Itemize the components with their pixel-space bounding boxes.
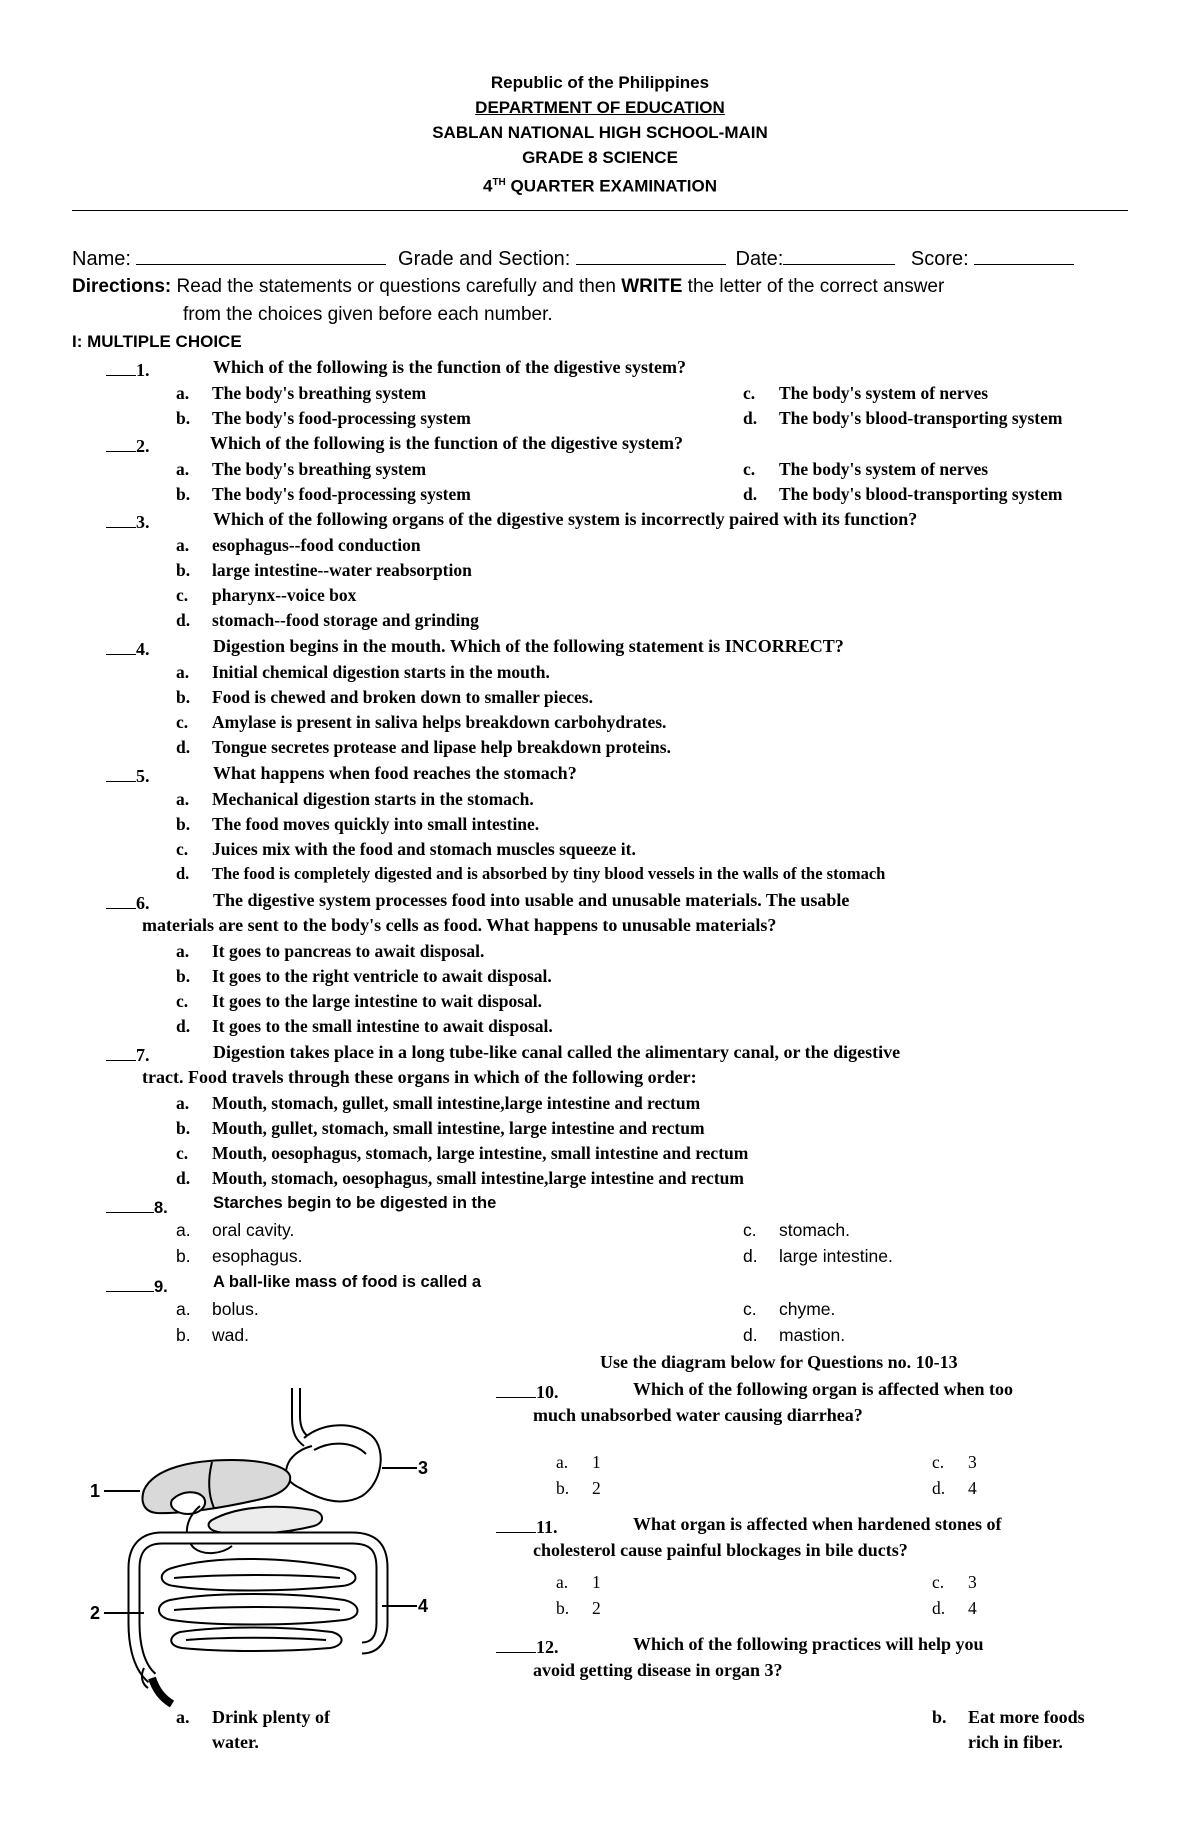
stomach-shape bbox=[286, 1425, 381, 1501]
option-a bbox=[176, 662, 550, 683]
option-text: The food moves quickly into small intestine. bbox=[212, 814, 540, 834]
option-text: 1 bbox=[592, 1572, 601, 1592]
option-c bbox=[176, 712, 666, 733]
option-letter: d. bbox=[743, 1246, 758, 1266]
option-letter: c. bbox=[743, 1299, 757, 1319]
score-label: Score: bbox=[910, 248, 969, 270]
option-letter: b. bbox=[176, 408, 191, 428]
option-letter: a. bbox=[176, 535, 190, 555]
republic-line: Republic of the Philippines bbox=[490, 73, 710, 92]
gallbladder-shape bbox=[171, 1492, 205, 1514]
question-10 bbox=[496, 1379, 1013, 1403]
option-d bbox=[743, 484, 1062, 505]
date-label: Date: bbox=[735, 248, 784, 270]
exam-title-rest: QUARTER EXAMINATION bbox=[505, 176, 718, 196]
document-header bbox=[0, 70, 1200, 199]
option-text: It goes to pancreas to await disposal. bbox=[212, 941, 485, 961]
option-text: The body's food-processing system bbox=[212, 484, 471, 504]
rectum-shape bbox=[152, 1678, 172, 1704]
score-field[interactable] bbox=[974, 246, 1074, 265]
question-number: 4. bbox=[136, 639, 150, 659]
option-text: It goes to the large intestine to wait disposal. bbox=[212, 991, 543, 1011]
option-c bbox=[743, 459, 988, 480]
name-field[interactable] bbox=[136, 246, 386, 265]
question-text: What organ is affected when hardened stones of bbox=[633, 1514, 1002, 1534]
option-letter: d. bbox=[176, 864, 190, 883]
question-1 bbox=[106, 357, 686, 381]
question-text: The digestive system processes food into usable and unusable materials. The usable bbox=[213, 890, 850, 910]
option-text: esophagus--food conduction bbox=[212, 535, 421, 555]
question-number: 7. bbox=[136, 1045, 150, 1065]
option-d bbox=[932, 1478, 977, 1499]
question-number: 9. bbox=[154, 1278, 168, 1296]
option-text: The food is completely digested and is absorbed by tiny blood vessels in the walls of the stomach bbox=[212, 864, 886, 883]
directions-line bbox=[72, 276, 944, 298]
option-text: Amylase is present in saliva helps breakdown carbohydrates. bbox=[212, 712, 667, 732]
option-text: stomach--food storage and grinding bbox=[212, 610, 479, 630]
exam-superscript: TH bbox=[492, 177, 506, 188]
option-d bbox=[743, 408, 1062, 429]
esophagus-shape bbox=[300, 1388, 310, 1438]
digestive-system-diagram bbox=[82, 1378, 422, 1708]
answer-blank[interactable] bbox=[106, 636, 136, 655]
diagram-label-1: 1 bbox=[90, 1481, 101, 1501]
option-text: The body's food-processing system bbox=[212, 408, 471, 428]
option-a bbox=[176, 1220, 294, 1241]
esophagus-shape bbox=[292, 1388, 304, 1446]
option-letter: b. bbox=[176, 1325, 191, 1345]
option-d bbox=[743, 1246, 893, 1267]
option-text: large intestine--water reabsorption bbox=[212, 560, 472, 580]
option-a bbox=[176, 941, 484, 962]
option-letter: c. bbox=[743, 1220, 757, 1240]
option-letter: a. bbox=[176, 459, 190, 479]
option-text: 2 bbox=[592, 1598, 601, 1618]
header-divider bbox=[72, 210, 1128, 211]
answer-blank[interactable] bbox=[106, 1194, 154, 1213]
option-a bbox=[176, 459, 426, 480]
question-number: 12. bbox=[536, 1637, 559, 1657]
question-text-continued: cholesterol cause painful blockages in bile ducts? bbox=[533, 1540, 908, 1560]
directions-text: Read the statements or questions carefully and then bbox=[171, 276, 622, 297]
option-b bbox=[176, 560, 472, 581]
question-number: 3. bbox=[136, 512, 150, 532]
question-7 bbox=[106, 1042, 901, 1066]
option-letter: c. bbox=[932, 1452, 945, 1472]
option-letter: c. bbox=[176, 712, 189, 732]
option-d bbox=[176, 737, 671, 758]
option-letter: a. bbox=[176, 662, 190, 682]
question-2 bbox=[106, 433, 683, 457]
department-line: DEPARTMENT OF EDUCATION bbox=[475, 98, 725, 117]
answer-blank[interactable] bbox=[106, 357, 136, 376]
question-8 bbox=[106, 1194, 497, 1218]
option-letter: d. bbox=[176, 737, 191, 757]
option-b bbox=[176, 966, 552, 987]
option-b bbox=[556, 1478, 601, 1499]
option-text: 3 bbox=[968, 1452, 977, 1472]
option-c bbox=[176, 991, 542, 1012]
diagram-label-4: 4 bbox=[418, 1596, 429, 1616]
option-text: Initial chemical digestion starts in the mouth. bbox=[212, 662, 550, 682]
option-a bbox=[176, 1707, 330, 1728]
subject-line: GRADE 8 SCIENCE bbox=[522, 148, 678, 167]
option-d bbox=[176, 1016, 553, 1037]
option-b bbox=[176, 1118, 705, 1139]
option-d bbox=[743, 1325, 845, 1346]
answer-blank[interactable] bbox=[496, 1634, 536, 1653]
option-letter: a. bbox=[176, 1707, 190, 1727]
directions-continuation: from the choices given before each number. bbox=[183, 304, 553, 325]
option-text: The body's system of nerves bbox=[779, 383, 989, 403]
option-text: pharynx--voice box bbox=[212, 585, 357, 605]
question-number: 6. bbox=[136, 893, 150, 913]
option-a bbox=[176, 535, 421, 556]
question-text: Which of the following practices will help you bbox=[633, 1634, 984, 1654]
option-text: 1 bbox=[592, 1452, 601, 1472]
option-text: mastion. bbox=[779, 1325, 846, 1345]
question-text: Which of the following organ is affected when too bbox=[633, 1379, 1013, 1399]
question-number: 11. bbox=[536, 1517, 558, 1537]
section-title: I: MULTIPLE CHOICE bbox=[72, 332, 242, 351]
option-b bbox=[556, 1598, 601, 1619]
question-text: What happens when food reaches the stomach? bbox=[213, 763, 577, 783]
liver-shape bbox=[143, 1460, 291, 1513]
option-text: It goes to the small intestine to await disposal. bbox=[212, 1016, 553, 1036]
option-text: The body's system of nerves bbox=[779, 459, 989, 479]
option-text: The body's blood-transporting system bbox=[779, 484, 1063, 504]
option-d bbox=[176, 610, 479, 631]
option-text: chyme. bbox=[779, 1299, 836, 1319]
option-c bbox=[743, 1299, 835, 1320]
option-text: esophagus. bbox=[212, 1246, 303, 1266]
option-a bbox=[176, 1093, 700, 1114]
name-label: Name: bbox=[72, 248, 131, 270]
option-letter: a. bbox=[556, 1572, 569, 1592]
option-letter: b. bbox=[556, 1478, 570, 1498]
option-letter: b. bbox=[556, 1598, 570, 1618]
option-letter: a. bbox=[176, 1220, 191, 1240]
option-letter: d. bbox=[743, 408, 758, 428]
option-text: Mouth, stomach, oesophagus, small intestine,large intestine and rectum bbox=[212, 1168, 744, 1188]
answer-blank[interactable] bbox=[106, 763, 136, 782]
answer-blank[interactable] bbox=[106, 890, 136, 909]
option-letter: b. bbox=[176, 966, 191, 986]
option-a bbox=[176, 383, 426, 404]
diagram-label-2: 2 bbox=[90, 1603, 101, 1623]
option-d bbox=[176, 864, 885, 884]
question-number: 1. bbox=[136, 360, 150, 380]
option-letter: d. bbox=[932, 1598, 946, 1618]
option-b bbox=[176, 484, 471, 505]
option-letter: b. bbox=[932, 1707, 947, 1727]
answer-blank[interactable] bbox=[106, 433, 136, 452]
option-text: oral cavity. bbox=[212, 1220, 295, 1240]
question-12 bbox=[496, 1634, 984, 1658]
school-line: SABLAN NATIONAL HIGH SCHOOL-MAIN bbox=[432, 123, 768, 142]
diagram-instruction: Use the diagram below for Questions no. 10-13 bbox=[600, 1352, 958, 1372]
question-number: 8. bbox=[154, 1199, 168, 1217]
option-b bbox=[176, 1246, 303, 1267]
option-a bbox=[176, 1299, 259, 1320]
question-9 bbox=[106, 1273, 482, 1297]
question-text-continued: materials are sent to the body's cells as food. What happens to unusable materials? bbox=[142, 915, 777, 935]
option-letter: c. bbox=[176, 585, 189, 605]
exam-number: 4 bbox=[482, 176, 493, 196]
grade-section-label: Grade and Section: bbox=[398, 248, 571, 270]
answer-blank[interactable] bbox=[496, 1514, 536, 1533]
option-letter: a. bbox=[176, 383, 190, 403]
option-c bbox=[932, 1572, 977, 1593]
option-text: 4 bbox=[968, 1478, 977, 1498]
option-text: Mechanical digestion starts in the stomach. bbox=[212, 789, 534, 809]
option-text: The body's breathing system bbox=[212, 459, 427, 479]
option-text: Eat more foods bbox=[968, 1707, 1085, 1727]
option-letter: b. bbox=[176, 560, 191, 580]
option-text: Juices mix with the food and stomach muscles squeeze it. bbox=[212, 839, 636, 859]
directions-label: Directions: bbox=[72, 276, 172, 297]
option-letter: c. bbox=[743, 459, 756, 479]
option-letter: d. bbox=[743, 1325, 758, 1345]
option-text: Food is chewed and broken down to smaller pieces. bbox=[212, 687, 593, 707]
option-letter: a. bbox=[556, 1452, 569, 1472]
question-text-continued: much unabsorbed water causing diarrhea? bbox=[533, 1405, 863, 1425]
answer-blank[interactable] bbox=[106, 1042, 136, 1061]
option-letter: a. bbox=[176, 1093, 190, 1113]
option-a bbox=[556, 1452, 601, 1473]
option-c bbox=[176, 1143, 748, 1164]
small-intestine-coils bbox=[159, 1559, 358, 1651]
question-text: Digestion begins in the mouth. Which of the following statement is INCORRECT? bbox=[213, 636, 844, 656]
option-c bbox=[176, 585, 356, 606]
grade-section-field[interactable] bbox=[576, 246, 726, 265]
question-4 bbox=[106, 636, 844, 660]
option-letter: d. bbox=[743, 484, 758, 504]
question-11 bbox=[496, 1514, 1002, 1538]
directions-write: WRITE bbox=[621, 276, 683, 297]
option-letter: a. bbox=[176, 1299, 191, 1319]
option-c bbox=[932, 1452, 977, 1473]
pancreas-shape bbox=[209, 1507, 322, 1534]
option-text: wad. bbox=[212, 1325, 249, 1345]
question-text-continued: avoid getting disease in organ 3? bbox=[533, 1660, 783, 1680]
option-b bbox=[176, 814, 539, 835]
question-number: 2. bbox=[136, 436, 150, 456]
option-d bbox=[932, 1598, 977, 1619]
option-b-continued: rich in fiber. bbox=[968, 1732, 1063, 1752]
option-letter: c. bbox=[176, 1143, 189, 1163]
directions-text-2: the letter of the correct answer bbox=[682, 276, 945, 297]
question-number: 10. bbox=[536, 1382, 559, 1402]
answer-blank[interactable] bbox=[496, 1379, 536, 1398]
question-text: Starches begin to be digested in the bbox=[213, 1194, 497, 1212]
option-letter: c. bbox=[743, 383, 756, 403]
question-text: Which of the following is the function of the digestive system? bbox=[213, 357, 686, 377]
option-a bbox=[556, 1572, 601, 1593]
option-letter: d. bbox=[932, 1478, 946, 1498]
question-3 bbox=[106, 509, 918, 533]
question-5 bbox=[106, 763, 577, 787]
option-letter: c. bbox=[176, 991, 189, 1011]
option-a bbox=[176, 789, 534, 810]
option-letter: b. bbox=[176, 814, 191, 834]
date-field[interactable] bbox=[783, 246, 895, 265]
option-letter: a. bbox=[176, 789, 190, 809]
question-text: Which of the following organs of the digestive system is incorrectly paired with its function? bbox=[213, 509, 918, 529]
option-text: bolus. bbox=[212, 1299, 259, 1319]
option-b bbox=[932, 1707, 1085, 1728]
question-text: A ball-like mass of food is called a bbox=[213, 1273, 482, 1291]
option-a-continued: water. bbox=[212, 1732, 259, 1752]
option-letter: b. bbox=[176, 1246, 191, 1266]
option-b bbox=[176, 408, 471, 429]
option-d bbox=[176, 1168, 744, 1189]
question-text: Digestion takes place in a long tube-like canal called the alimentary canal, or the digestive bbox=[213, 1042, 901, 1062]
option-letter: b. bbox=[176, 1118, 191, 1138]
question-text: Which of the following is the function of the digestive system? bbox=[210, 433, 683, 453]
option-text: 2 bbox=[592, 1478, 601, 1498]
option-text: Drink plenty of bbox=[212, 1707, 331, 1727]
answer-blank[interactable] bbox=[106, 509, 136, 528]
exam-title bbox=[0, 170, 1200, 199]
diagram-label-3: 3 bbox=[418, 1458, 429, 1478]
option-b bbox=[176, 687, 593, 708]
option-letter: d. bbox=[176, 610, 191, 630]
option-letter: d. bbox=[176, 1168, 191, 1188]
option-letter: b. bbox=[176, 687, 191, 707]
option-text: large intestine. bbox=[779, 1246, 893, 1266]
option-letter: c. bbox=[176, 839, 189, 859]
option-letter: a. bbox=[176, 941, 190, 961]
option-text: The body's blood-transporting system bbox=[779, 408, 1063, 428]
question-number: 5. bbox=[136, 766, 150, 786]
option-c bbox=[743, 1220, 850, 1241]
option-letter: c. bbox=[932, 1572, 945, 1592]
option-text: Mouth, gullet, stomach, small intestine, large intestine and rectum bbox=[212, 1118, 705, 1138]
option-text: Tongue secretes protease and lipase help breakdown proteins. bbox=[212, 737, 671, 757]
student-info-line bbox=[72, 246, 1074, 271]
option-c bbox=[743, 383, 988, 404]
option-text: Mouth, stomach, gullet, small intestine,large intestine and rectum bbox=[212, 1093, 701, 1113]
option-text: Mouth, oesophagus, stomach, large intestine, small intestine and rectum bbox=[212, 1143, 749, 1163]
question-text-continued: tract. Food travels through these organs in which of the following order: bbox=[142, 1067, 697, 1087]
option-letter: d. bbox=[176, 1016, 191, 1036]
option-b bbox=[176, 1325, 249, 1346]
question-6 bbox=[106, 890, 850, 914]
option-text: 3 bbox=[968, 1572, 977, 1592]
option-text: 4 bbox=[968, 1598, 977, 1618]
option-c bbox=[176, 839, 636, 860]
option-text: The body's breathing system bbox=[212, 383, 427, 403]
answer-blank[interactable] bbox=[106, 1273, 154, 1292]
option-text: stomach. bbox=[779, 1220, 850, 1240]
option-letter: b. bbox=[176, 484, 191, 504]
option-text: It goes to the right ventricle to await disposal. bbox=[212, 966, 552, 986]
